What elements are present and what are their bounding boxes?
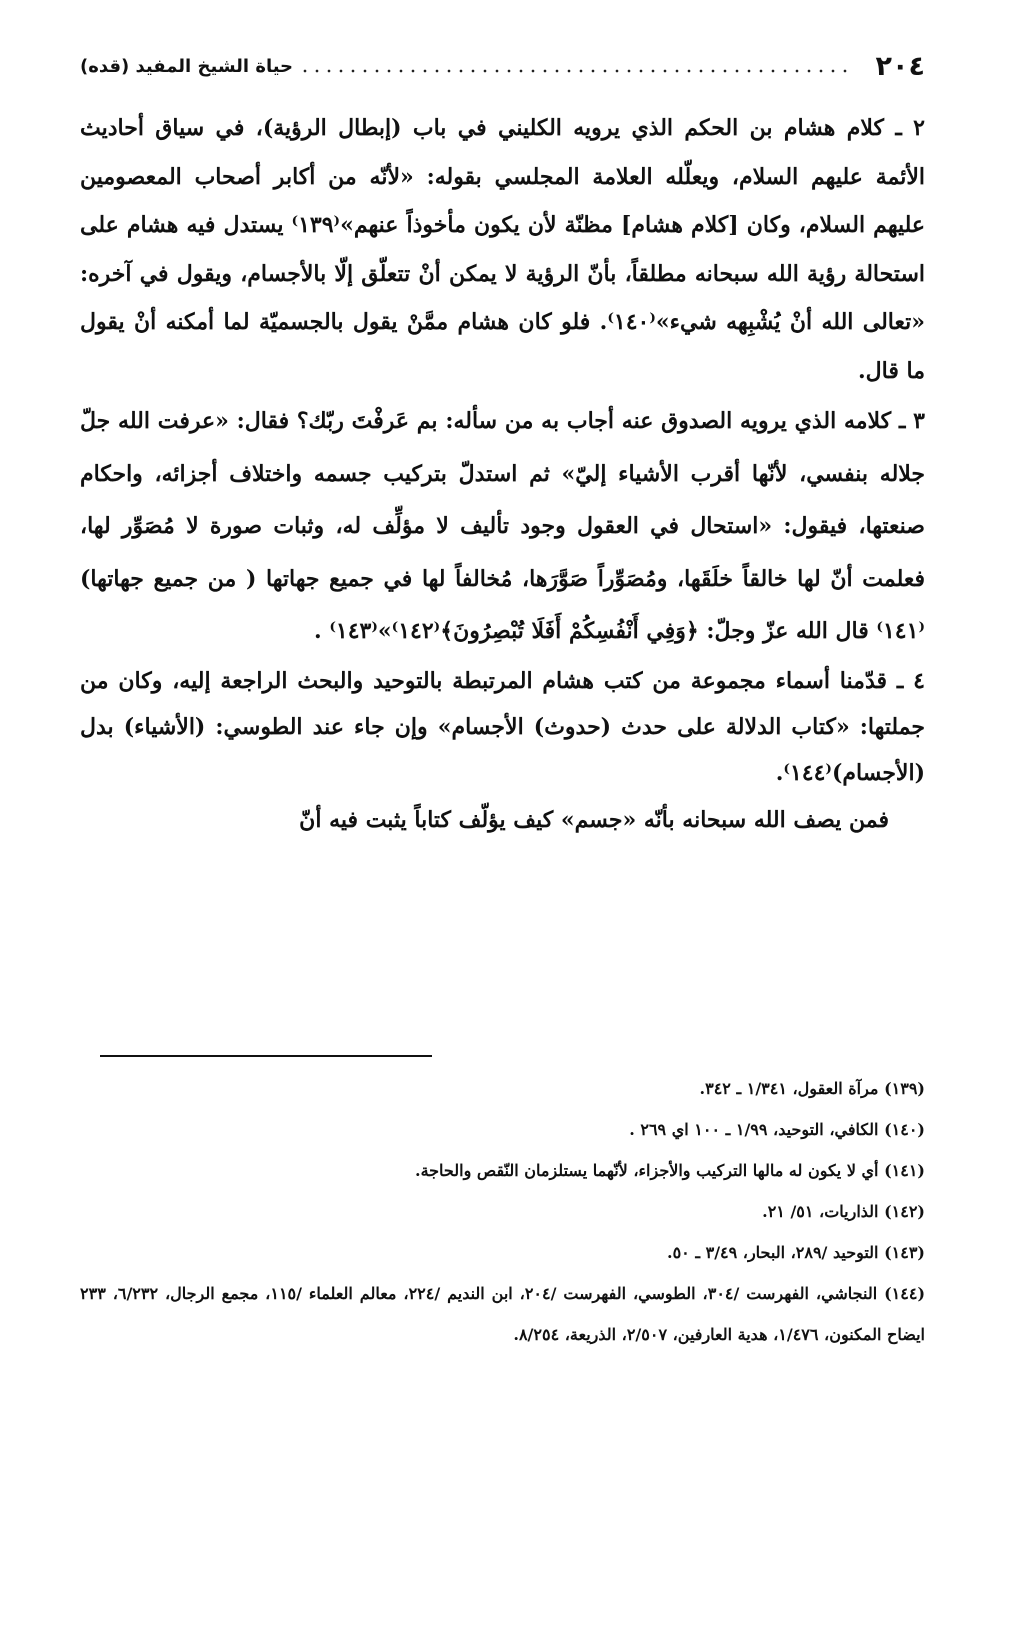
footnote-140: (١٤٠) الكافي، التوحيد، ١/٩٩ ـ ١٠٠ اي ٢٦٩ . (629, 1120, 925, 1139)
running-head (80, 44, 925, 88)
paragraph-hisham-books: ٤ ـ قدّمنا أسماء مجموعة من كتب هشام المرتبطة بالتوحيد والبحث الراجعة إليه، وكان من جملتها: «كتاب الدلالة على حدث (حدوث) الأجسام» وإن جاء عند الطوسي: (الأشياء) بدل (الأجسام)⁽١٤٤⁾. (80, 667, 925, 786)
footnotes (80, 1068, 925, 1355)
footnote-143: (١٤٣) التوحيد /٢٨٩، البحار، ٣/٤٩ ـ ٥٠. (667, 1243, 925, 1262)
body-text (80, 104, 925, 844)
page-number: ٢٠٤ (875, 50, 925, 82)
paragraph-hisham-vision: ٢ ـ كلام هشام بن الحكم الذي يرويه الكليني في باب (إبطال الرؤية)، في سياق أحاديث الأئمة عليهم السلام، ويعلّله العلامة المجلسي بقوله: «لأنّه من أكابر أصحاب المعصومين عليهم السلام، وكان [كلام هشام] مظنّة لأن يكون مأخوذاً عنهم»⁽١٣٩⁾ يستدل فيه هشام على استحالة رؤية الله سبحانه مطلقاً، بأنّ الرؤية لا يمكن أنْ تتعلّق إلّا بالأجسام، ويقول في آخره: «تعالى الله أنْ يُشْبِهه شيء»⁽١٤٠⁾. فلو كان هشام ممَّنْ يقول بالجسميّة لما أمكنه أنْ يقول ما قال. (80, 115, 926, 384)
footnote-142: (١٤٢) الذاريات، ٥١/ ٢١. (762, 1202, 925, 1221)
paragraph-saduq-knowledge: ٣ ـ كلامه الذي يرويه الصدوق عنه أجاب به من سأله: بم عَرفْتَ ربّك؟ فقال: «عرفت الله جلّ جلاله بنفسي، لأنّها أقرب الأشياء إليّ» ثم استدلّ بتركيب جسمه واختلاف أجزائه، واحكام صنعتها، فيقول: «استحال في العقول وجود تأليف لا مؤلِّف له، وثبات صورة لا مُصَوِّر لها، فعلمت أنّ لها خالقاً خلَقَها، ومُصَوِّراً صَوَّرَها، مُخالفاً لها في جميع جهاتها ( من جميع جهاتها)⁽١٤١⁾ قال الله عزّ وجلّ: ﴿وَفِي أَنْفُسِكُمْ أَفَلَا تُبْصِرُونَ﴾⁽١٤٢⁾»⁽١٤٣⁾ . (80, 408, 925, 644)
leader-dots (299, 69, 854, 73)
paragraph-conclusion: فمن يصف الله سبحانه بأنّه «جسم» كيف يؤلّف كتاباً يثبت فيه أنّ (299, 806, 889, 833)
footnote-separator (100, 1055, 432, 1057)
running-title: حياة الشيخ المفيد (قده) (80, 55, 294, 77)
footnote-144: (١٤٤) النجاشي، الفهرست /٣٠٤، الطوسي، الفهرست /٢٠٤، ابن النديم /٢٢٤، معالم العلماء /١١٥، مجمع الرجال، ٦/٢٣٢، ٢٣٣ ايضاح المكنون، ١/٤٧٦، هدية العارفين، ٢/٥٠٧، الذريعة، ٨/٢٥٤. (80, 1284, 926, 1344)
footnote-139: (١٣٩) مرآة العقول، ١/٣٤١ ـ ٣٤٢. (699, 1079, 925, 1098)
footnote-141: (١٤١) أي لا يكون له مالها التركيب والأجزاء، لأنّهما يستلزمان النّقص والحاجة. (415, 1161, 925, 1180)
